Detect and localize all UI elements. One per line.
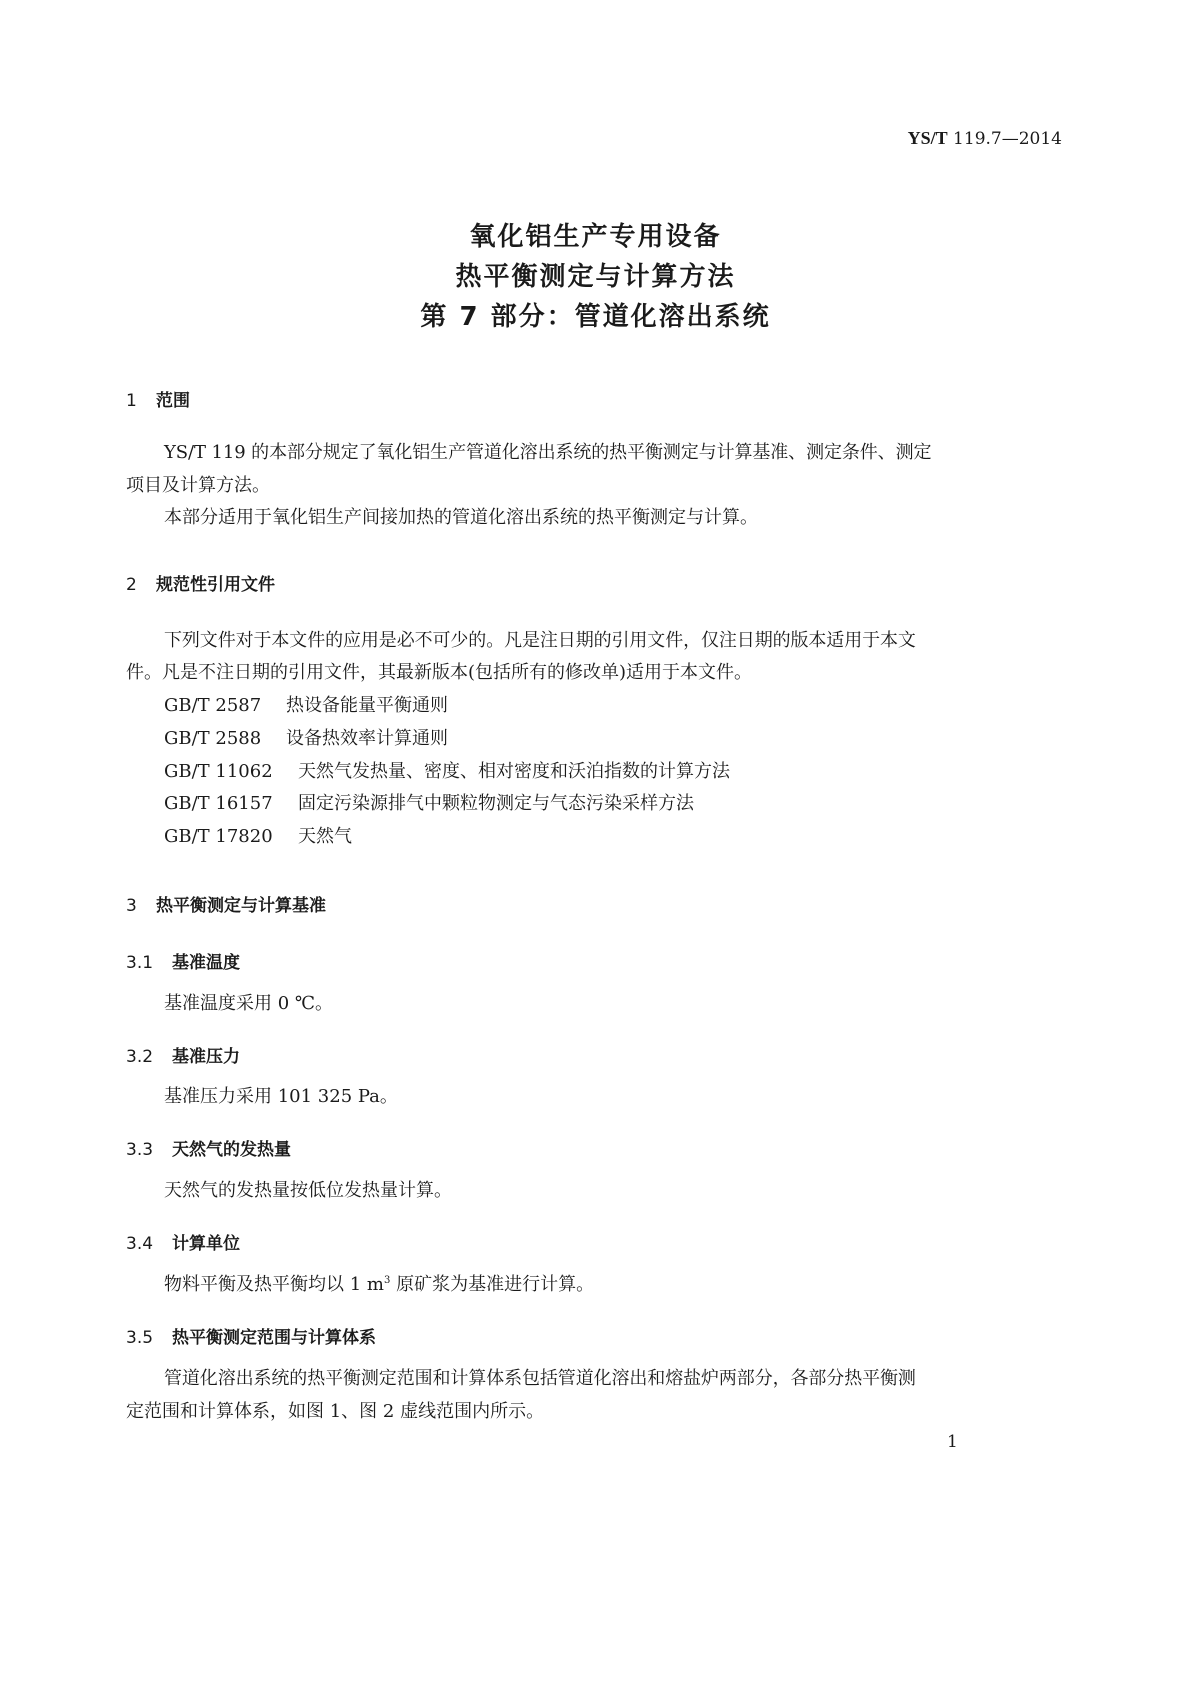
subsection-number: 3.2: [126, 1047, 154, 1067]
reference-item: [164, 730, 448, 748]
reference-code: GB/T 2588: [164, 728, 262, 749]
subsection-3-3-text: 天然气的发热量按低位发热量计算。: [164, 1180, 452, 1201]
subsection-3-2-heading: [126, 1042, 240, 1067]
subsection-title: 基准温度: [172, 953, 240, 973]
subsection-3-5-text-line-1: 管道化溶出系统的热平衡测定范围和计算体系包括管道化溶出和熔盐炉两部分，各部分热平衡测: [164, 1368, 916, 1389]
subsection-3-1-text: 基准温度采用 0 ℃。: [164, 993, 334, 1014]
section-3-heading: [126, 891, 326, 916]
section-title: 规范性引用文件: [156, 575, 275, 595]
reference-code: GB/T 2587: [164, 695, 262, 716]
subsection-3-5-heading: [126, 1323, 376, 1348]
reference-item: [164, 795, 694, 813]
page-number: 1: [947, 1432, 958, 1452]
subsection-3-1-heading: [126, 948, 240, 973]
subsection-3-2-text: 基准压力采用 101 325 Pa。: [164, 1086, 398, 1107]
reference-title: 热设备能量平衡通则: [286, 695, 448, 716]
reference-code: GB/T 17820: [164, 826, 273, 847]
section-title: 范围: [156, 391, 190, 411]
reference-title: 设备热效率计算通则: [286, 728, 448, 749]
subsection-title: 计算单位: [172, 1234, 240, 1254]
document-code: [908, 128, 1062, 149]
section-title: 热平衡测定与计算基准: [156, 896, 326, 916]
section-2-heading: [126, 570, 275, 595]
subsection-3-5-text-line-2: 定范围和计算体系，如图 1、图 2 虚线范围内所示。: [126, 1401, 545, 1422]
subsection-number: 3.3: [126, 1140, 154, 1160]
reference-code: GB/T 16157: [164, 793, 273, 814]
section-2-paragraph-line-1: 下列文件对于本文件的应用是必不可少的。凡是注日期的引用文件，仅注日期的版本适用于本文: [164, 630, 916, 651]
reference-title: 天然气发热量、密度、相对密度和沃泊指数的计算方法: [298, 761, 730, 782]
section-1-paragraph-1-line-1: YS/T 119 的本部分规定了氧化铝生产管道化溶出系统的热平衡测定与计算基准、测定条件、测定: [164, 442, 932, 463]
section-1-paragraph-2: 本部分适用于氧化铝生产间接加热的管道化溶出系统的热平衡测定与计算。: [164, 507, 758, 528]
reference-item: [164, 697, 448, 715]
reference-item: [164, 828, 352, 846]
subsection-title: 基准压力: [172, 1047, 240, 1067]
section-number: 2: [126, 575, 137, 595]
subsection-number: 3.4: [126, 1234, 154, 1254]
subsection-number: 3.1: [126, 953, 154, 973]
reference-code: GB/T 11062: [164, 761, 273, 782]
subsection-3-3-heading: [126, 1135, 291, 1160]
reference-title: 天然气: [298, 826, 352, 847]
subsection-title: 天然气的发热量: [172, 1140, 291, 1160]
section-1-paragraph-1-line-2: 项目及计算方法。: [126, 475, 270, 496]
title-line-1: 氧化铝生产专用设备: [469, 222, 722, 252]
text-part: 物料平衡及热平衡均以 1 m: [164, 1274, 384, 1295]
section-1-heading: [126, 386, 190, 411]
subsection-title: 热平衡测定范围与计算体系: [172, 1328, 376, 1348]
reference-item: [164, 763, 730, 781]
subsection-3-4-text: [164, 1276, 594, 1294]
title-line-3: 第 7 部分：管道化溶出系统: [420, 302, 771, 332]
section-number: 3: [126, 896, 137, 916]
superscript: 3: [383, 1275, 391, 1286]
subsection-number: 3.5: [126, 1328, 154, 1348]
subsection-3-4-heading: [126, 1229, 240, 1254]
title-line-2: 热平衡测定与计算方法: [455, 262, 736, 292]
section-number: 1: [126, 391, 137, 411]
reference-title: 固定污染源排气中颗粒物测定与气态污染采样方法: [298, 793, 694, 814]
document-code-prefix: YS/T: [907, 128, 948, 148]
section-2-paragraph-line-2: 件。凡是不注日期的引用文件，其最新版本(包括所有的修改单)适用于本文件。: [126, 662, 753, 683]
text-part: 原矿浆为基准进行计算。: [390, 1274, 595, 1295]
document-code-number: 119.7—2014: [947, 129, 1062, 149]
